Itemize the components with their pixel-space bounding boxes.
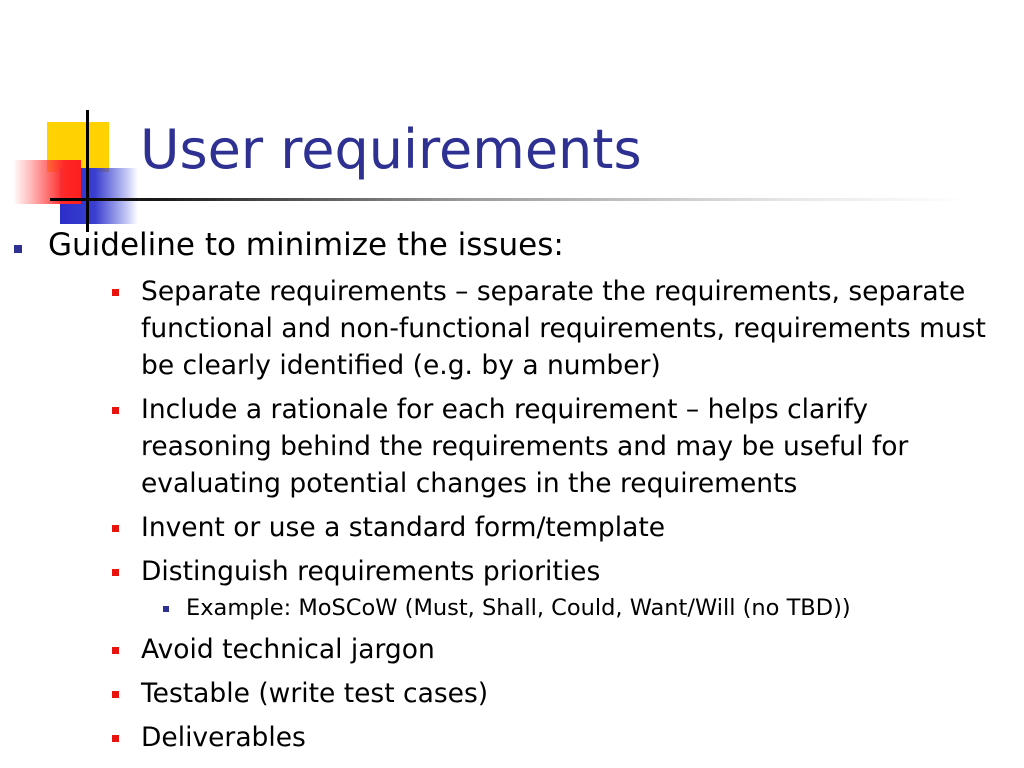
list-item [48,553,1024,624]
bullet-list [0,226,1024,756]
list-item-text: Invent or use a standard form/template [141,511,666,543]
vertical-line-decoration [86,110,89,232]
square-bullet-icon [112,407,119,414]
square-bullet-icon [112,289,119,296]
slide-title: User requirements [140,118,642,181]
guideline-list [48,273,1024,756]
square-bullet-icon [112,525,119,532]
square-bullet-icon [14,245,22,253]
sub-list-item-text: Example: MoSCoW (Must, Shall, Could, Want/Will (no TBD)) [186,594,851,621]
list-item-text: Include a rationale for each requirement – helps clarify reasoning behind the requirements and may be useful for evaluating potential changes in the requirements [141,393,909,499]
sub-list-item [141,592,994,624]
square-bullet-icon [112,569,119,576]
square-bullet-icon [112,735,119,742]
list-item [48,675,1024,712]
guideline-heading: Guideline to minimize the issues: [48,227,564,263]
list-item [48,509,1024,546]
list-item [48,719,1024,756]
title-underline-decoration [50,198,970,201]
list-item-text: Testable (write test cases) [141,677,489,709]
list-item-level1 [0,226,1024,756]
slide-content [0,226,1024,763]
list-item [48,391,1024,502]
list-item-text: Distinguish requirements priorities [141,555,601,587]
square-bullet-icon [112,691,119,698]
square-bullet-icon [163,606,169,612]
list-item-text: Avoid technical jargon [141,633,435,665]
list-item-text: Separate requirements – separate the requirements, separate functional and non-functional requirements, requirements must be clearly identified (e.g. by a number) [141,275,986,381]
list-item-text: Deliverables [141,721,306,753]
list-item [48,631,1024,668]
sub-list [141,592,994,624]
square-bullet-icon [112,647,119,654]
list-item [48,273,1024,384]
